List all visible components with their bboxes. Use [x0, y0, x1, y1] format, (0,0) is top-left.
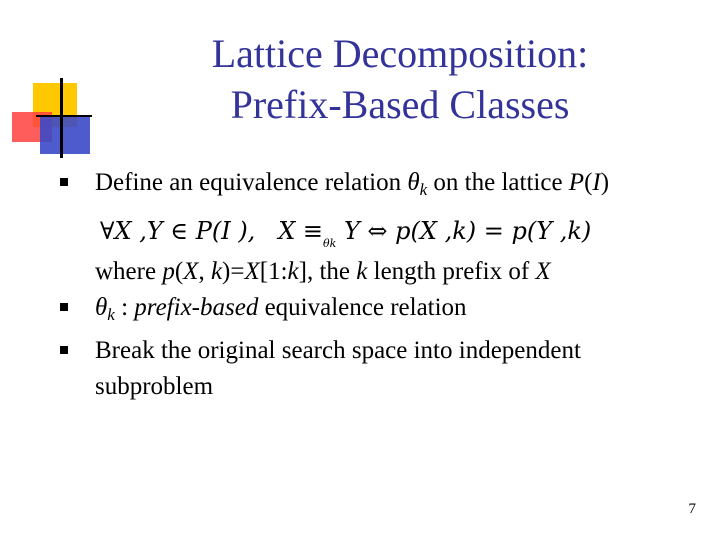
title-line-1: Lattice Decomposition: [211, 31, 589, 76]
formula-subscript: θk [323, 237, 337, 250]
slide-title [120, 28, 680, 130]
decor-vertical-line [60, 78, 63, 158]
title-line-2: Prefix-Based Classes [230, 82, 570, 127]
bullet-square-icon [60, 346, 68, 354]
page-number: 7 [688, 501, 696, 517]
bullet-item-2: $\theta_k$ : prefix-based equivalence relation [60, 290, 700, 333]
decor-horizontal-line [36, 115, 92, 117]
formula-relation: X ≡ [278, 217, 324, 245]
bullet-square-icon [60, 178, 68, 186]
bullet-item-1: Define an equivalence relation $\theta_k$ on the lattice P(I) [60, 165, 700, 208]
slide-content [60, 165, 700, 405]
where-line: where p(X, k)=X[1:k], the k length prefix of X [95, 258, 551, 285]
bullet-item-3: Break the original search space into independent subproblem [60, 333, 700, 405]
formula-lhs: ∀X ,Y ∈ P(I ), [100, 217, 256, 245]
decor-blue-square [40, 116, 90, 154]
bullet-square-icon [60, 303, 68, 311]
formula-rhs: Y ⇔ p(X ,k) = p(Y ,k) [336, 217, 592, 245]
equivalence-formula [60, 208, 700, 254]
